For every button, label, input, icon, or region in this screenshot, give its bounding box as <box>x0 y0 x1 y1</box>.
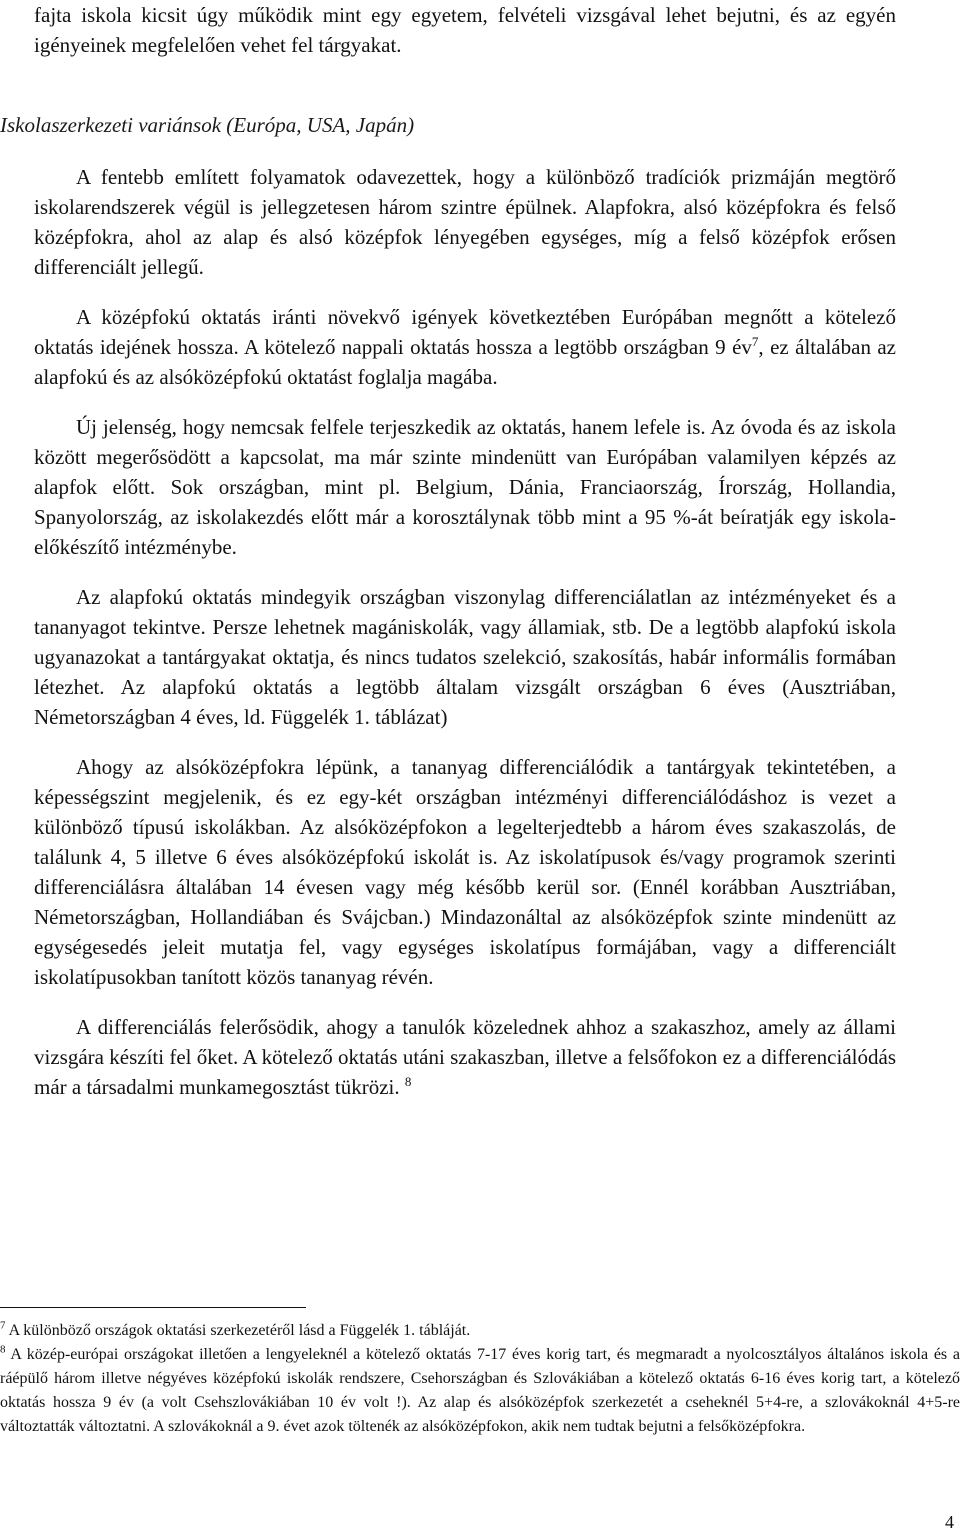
paragraph-6 <box>34 1012 896 1102</box>
paragraph-2-text-b: , ez általában az alapfokú és az alsóközépfokú oktatást foglalja magába. <box>34 335 897 389</box>
paragraph-6-text: A differenciálás felerősödik, ahogy a tanulók közelednek ahhoz a szakaszhoz, amely az állami vizsgára készíti fel őket. A kötelező oktatás utáni szakaszban, illetve a felsőfokon ez a differenciálódás már a társadalmi munkamegosztást tükrözi. <box>34 1015 896 1099</box>
footnotes <box>0 1319 960 1439</box>
paragraph-1: A fentebb említett folyamatok odavezettek, hogy a különböző tradíciók prizmáján megtörő iskolarendszerek végül is jellegzetesen három szintre épülnek. Alapfokra, alsó középfokra és felső középfokra, ahol az alap és alsó középfok lényegében egységes, míg a felső középfok erősen differenciált jellegű. <box>34 165 896 279</box>
paragraph-2-text-a: A középfokú oktatás iránti növekvő igények következtében Európában megnőtt a kötelező oktatás idejének hossza. A kötelező nappali oktatás hossza a legtöbb országban 9 év <box>34 305 896 359</box>
footnote-7 <box>0 1319 960 1343</box>
footnote-7-text: A különböző országok oktatási szerkezetéről lásd a Függelék 1. tábláját. <box>5 1322 471 1339</box>
page-number: 4 <box>945 1512 954 1532</box>
paragraph-4: Az alapfokú oktatás mindegyik országban viszonylag differenciálatlan az intézményeket és a tananyagot tekintve. Persze lehetnek magániskolák, vagy államiak, stb. De a legtöbb alapfokú iskola ugyanazokat a tantárgyakat oktatja, és nincs tudatos szelekció, szakosítás, habár informális formában létezhet. Az alapfokú oktatás a legtöbb általam vizsgált országban 6 éves (Ausztriában, Németországban 4 éves, ld. Függelék 1. táblázat) <box>34 585 896 729</box>
paragraph-2 <box>34 302 896 392</box>
footnote-8 <box>0 1343 960 1439</box>
footnote-8-number: 8 <box>0 1343 6 1356</box>
footnote-ref-7[interactable]: 7 <box>751 334 759 349</box>
paragraph-5: Ahogy az alsóközépfokra lépünk, a tananyag differenciálódik a tantárgyak tekintetében, a képességszint megjelenik, és ez egy-két országban intézményi differenciálódáshoz is vezet a különböző típusú iskolákban. Az alsóközépfokon a legelterjedtebb a három éves szakaszolás, de találunk 4, 5 illetve 6 éves alsóközépfokú iskolát is. Az iskolatípusok és/vagy programok szerinti differenciálásra általában 14 évesen vagy még később kerül sor. (Ennél korábban Ausztriában, Németországban, Hollandiában és Svájcban.) Mindazonáltal az alsóközépfok szinte mindenütt az egységesedés jeleit mutatja fel, vagy egységes iskolatípus formájában, vagy a differenciált iskolatípusokban tanított közös tananyag révén. <box>34 755 896 989</box>
footnote-8-text: A közép-európai országokat illetően a lengyeleknél a kötelező oktatás 7-17 éves korig tart, és megmaradt a nyolcosztályos általános iskola és a ráépülő három illetve négyéves középfokú iskolák rendszere, Csehországban és Szlovákiában a kötelező oktatás 6-16 éves korig tart, a kötelező oktatás hossza 9 év (a volt Csehszlovákiában 10 év volt !). Az alap és alsóközépfok szerkezetét a cseheknél 5+4-re, a szlovákoknál 4+5-re változtatták változtatni. A szlovákoknál a 9. évet azok töltenék az alsóközépfokon, akik nem tudtak bejutni a felsőközépfokra. <box>0 1346 960 1435</box>
paragraph-3: Új jelenség, hogy nemcsak felfele terjeszkedik az oktatás, hanem lefele is. Az óvoda és az iskola között megerősödött a kapcsolat, ma már szinte mindenütt van Európában valamilyen képzés az alapfok előtt. Sok országban, mint pl. Belgium, Dánia, Franciaország, Írország, Hollandia, Spanyolország, az iskolakezdés előtt már a korosztálynak több mint a 95 %-át beíratják egy iskola-előkészítő intézménybe. <box>34 415 896 559</box>
footnote-separator <box>0 1307 306 1308</box>
intro-paragraph: fajta iskola kicsit úgy működik mint egy egyetem, felvételi vizsgával lehet bejutni, és az egyén igényeinek megfelelően vehet fel tárgyakat. <box>34 3 896 57</box>
footnote-7-number: 7 <box>0 1319 6 1332</box>
footnote-ref-8[interactable]: 8 <box>404 1074 412 1089</box>
section-heading: Iskolaszerkezeti variánsok (Európa, USA, Japán) <box>0 113 415 137</box>
